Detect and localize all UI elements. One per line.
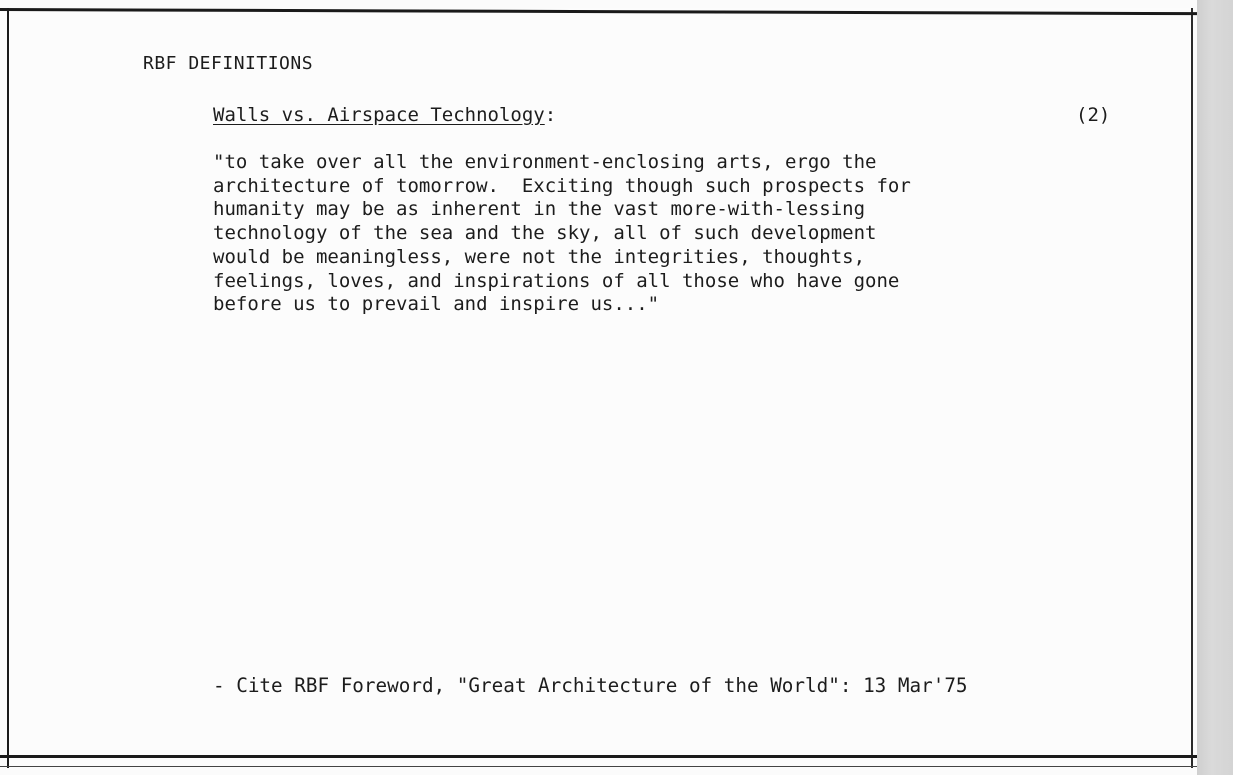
quote-line: architecture of tomorrow. Exciting though such prospects for xyxy=(213,174,911,197)
subject-heading xyxy=(213,104,556,126)
quote-block xyxy=(213,151,1093,317)
quote-line: feelings, loves, and inspirations of all those who have gone xyxy=(213,269,900,292)
quote-line: would be meaningless, were not the integrities, thoughts, xyxy=(213,245,866,268)
scan-margin xyxy=(1197,0,1233,775)
page-number: (2) xyxy=(1076,104,1111,126)
quote-line: "to take over all the environment-enclosing arts, ergo the xyxy=(213,151,877,173)
quote-line: humanity may be as inherent in the vast more-with-lessing xyxy=(213,198,866,221)
card-bottom-border xyxy=(0,755,1197,758)
citation-line: - Cite RBF Foreword, "Great Architecture of the World": 13 Mar'75 xyxy=(213,674,968,697)
card-bottom-rule xyxy=(0,766,1197,767)
subject-title: Walls vs. Airspace Technology xyxy=(213,104,545,126)
quote-line: technology of the sea and the sky, all of such development xyxy=(213,222,877,245)
subject-colon: : xyxy=(544,104,557,126)
index-card xyxy=(7,8,1193,768)
quote-line: before us to prevail and inspire us..." xyxy=(213,293,660,316)
card-header: RBF DEFINITIONS xyxy=(143,53,314,74)
